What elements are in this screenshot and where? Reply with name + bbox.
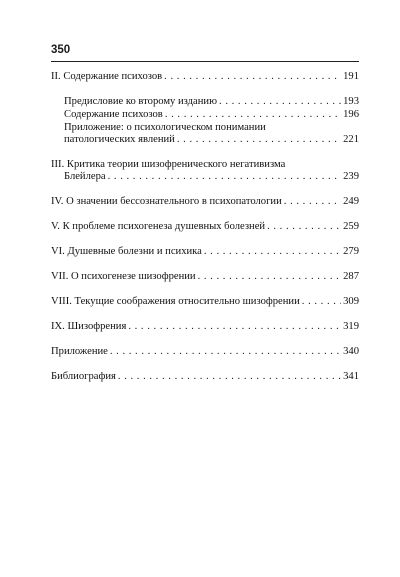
toc-entry-page: 193 <box>343 96 359 107</box>
toc-entry-page: 319 <box>343 321 359 332</box>
toc-entry-ix[interactable] <box>51 321 359 333</box>
toc-entry-iv[interactable] <box>51 196 359 208</box>
toc-entry-v[interactable] <box>51 221 359 233</box>
header-rule <box>51 61 359 62</box>
dot-leader <box>164 71 341 83</box>
toc-entry-vii[interactable] <box>51 271 359 283</box>
toc-entry-page: 191 <box>343 71 359 82</box>
dot-leader <box>219 96 341 108</box>
toc-entry-page: 259 <box>343 221 359 232</box>
dot-leader <box>198 271 342 283</box>
table-of-contents <box>51 71 359 396</box>
toc-entry-label-line2: патологических явлений <box>64 134 175 145</box>
toc-entry-label: Приложение <box>51 346 108 357</box>
dot-leader <box>128 321 341 333</box>
dot-leader <box>267 221 341 233</box>
toc-entry-label-line2: Блейлера <box>64 171 106 182</box>
toc-entry-label: V. К проблеме психогенеза душевных болезней <box>51 221 266 232</box>
toc-entry-label: VI. Душевные болезни и психика <box>51 246 202 257</box>
toc-entry-page: 196 <box>343 109 359 120</box>
dot-leader <box>165 109 341 121</box>
toc-entry-bibliography[interactable] <box>51 371 359 383</box>
toc-entry-page: 221 <box>343 134 359 145</box>
dot-leader <box>177 134 341 146</box>
toc-entry-label: VII. О психогенезе шизофрении <box>51 271 196 282</box>
toc-entry-viii[interactable] <box>51 296 359 308</box>
toc-entry-label-line1: Приложение: о психологическом понимании <box>64 122 266 133</box>
toc-entry-page: 287 <box>343 271 359 282</box>
toc-entry-label: Библиография <box>51 371 116 382</box>
toc-entry-label: IX. Шизофрения <box>51 321 127 332</box>
toc-entry-label-line1: III. Критика теории шизофренического негативизма <box>51 159 286 170</box>
toc-entry-line2 <box>51 171 359 183</box>
toc-entry-page: 340 <box>343 346 359 357</box>
dot-leader <box>302 296 341 308</box>
toc-entry-page: 239 <box>343 171 359 182</box>
toc-entry-vi[interactable] <box>51 246 359 258</box>
toc-entry-label: II. Содержание психозов <box>51 71 163 82</box>
dot-leader <box>108 171 342 183</box>
toc-entry-label: VIII. Текущие соображения относительно шизофрении <box>51 296 300 307</box>
toc-entry-iii[interactable] <box>51 159 359 183</box>
toc-entry-label: Содержание психозов <box>64 109 163 120</box>
toc-entry-appendix[interactable] <box>51 346 359 358</box>
toc-entry-line2 <box>64 134 359 146</box>
toc-entry-label: Предисловие ко второму изданию <box>64 96 218 107</box>
toc-entry-ii[interactable] <box>51 71 359 83</box>
toc-entry-page: 279 <box>343 246 359 257</box>
toc-entry-content-of-psychoses[interactable] <box>51 109 359 121</box>
toc-entry-appendix-psychological-understanding[interactable] <box>51 122 359 146</box>
toc-entry-page: 309 <box>343 296 359 307</box>
dot-leader <box>204 246 341 258</box>
toc-entry-preface-second-edition[interactable] <box>51 96 359 108</box>
dot-leader <box>110 346 341 358</box>
dot-leader <box>118 371 341 383</box>
toc-entry-page: 249 <box>343 196 359 207</box>
toc-entry-label: IV. О значении бессознательного в психопатологии <box>51 196 282 207</box>
dot-leader <box>284 196 341 208</box>
toc-entry-page: 341 <box>343 371 359 382</box>
page-number: 350 <box>51 44 71 56</box>
